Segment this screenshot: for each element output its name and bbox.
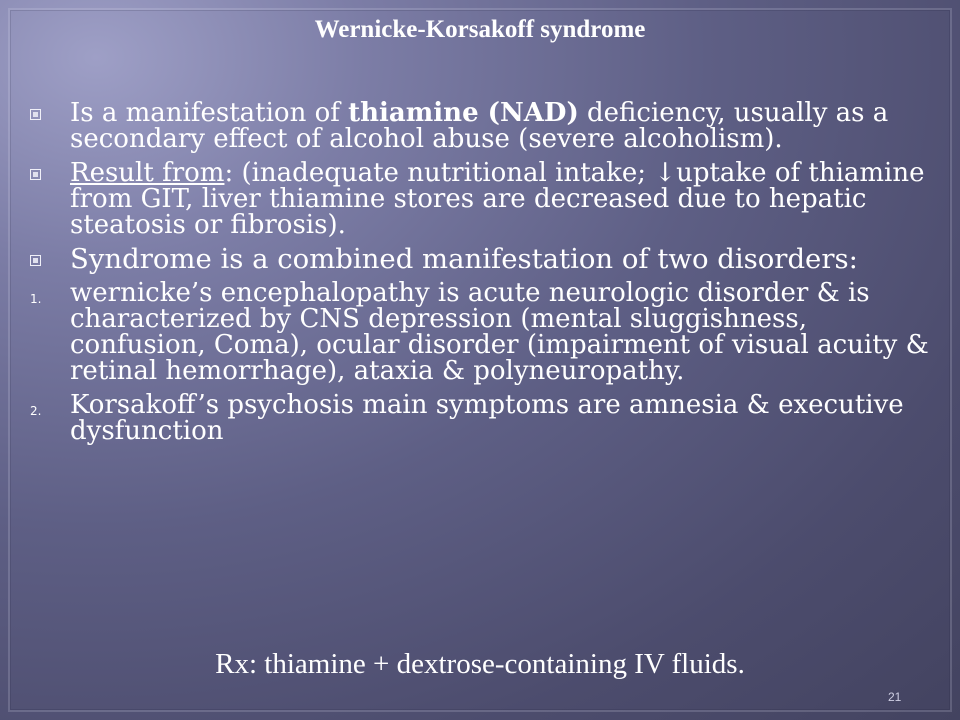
- bullet-text: Syndrome is a combined manifestation of two disorders:: [70, 243, 858, 275]
- bullet-underlined-text: Result from: [70, 158, 225, 188]
- bullet-bold-text: thiamine (NAD): [348, 98, 579, 128]
- numbered-item: [30, 280, 935, 384]
- page-number: 21: [888, 690, 902, 704]
- treatment-line: Rx: thiamine + dextrose-containing IV fluids.: [215, 648, 745, 680]
- item-number: 2.: [30, 404, 42, 418]
- bullet-item: [30, 100, 935, 152]
- square-bullet-icon: [30, 255, 41, 266]
- bullet-item: [30, 160, 935, 238]
- bullet-list: [30, 100, 935, 452]
- slide-title: Wernicke-Korsakoff syndrome: [314, 16, 646, 43]
- bullet-text: deficiency, usually as a secondary effect of alcohol abuse (severe alcoholism).: [70, 98, 889, 154]
- numbered-text: Korsakoff’s psychosis main symptoms are amnesia & executive dysfunction: [70, 390, 904, 446]
- bullet-text: Is a manifestation of: [70, 98, 349, 128]
- square-bullet-icon: [30, 169, 41, 180]
- numbered-text: wernicke’s encephalopathy is acute neurologic disorder & is characterized by CNS depression (mental sluggishness, confusion, Coma), ocular disorder (impairment of visual acuity & retinal hemorrhage), ataxia & polyneuropathy.: [70, 278, 929, 386]
- square-bullet-icon: [30, 109, 41, 120]
- bullet-text: : (inadequate nutritional intake; ↓uptake of thiamine from GIT, liver thiamine stores are decreased due to hepatic steatosis or fibrosis).: [70, 158, 925, 240]
- item-number: 1.: [30, 292, 42, 306]
- numbered-item: [30, 392, 935, 444]
- bullet-item: [30, 243, 935, 275]
